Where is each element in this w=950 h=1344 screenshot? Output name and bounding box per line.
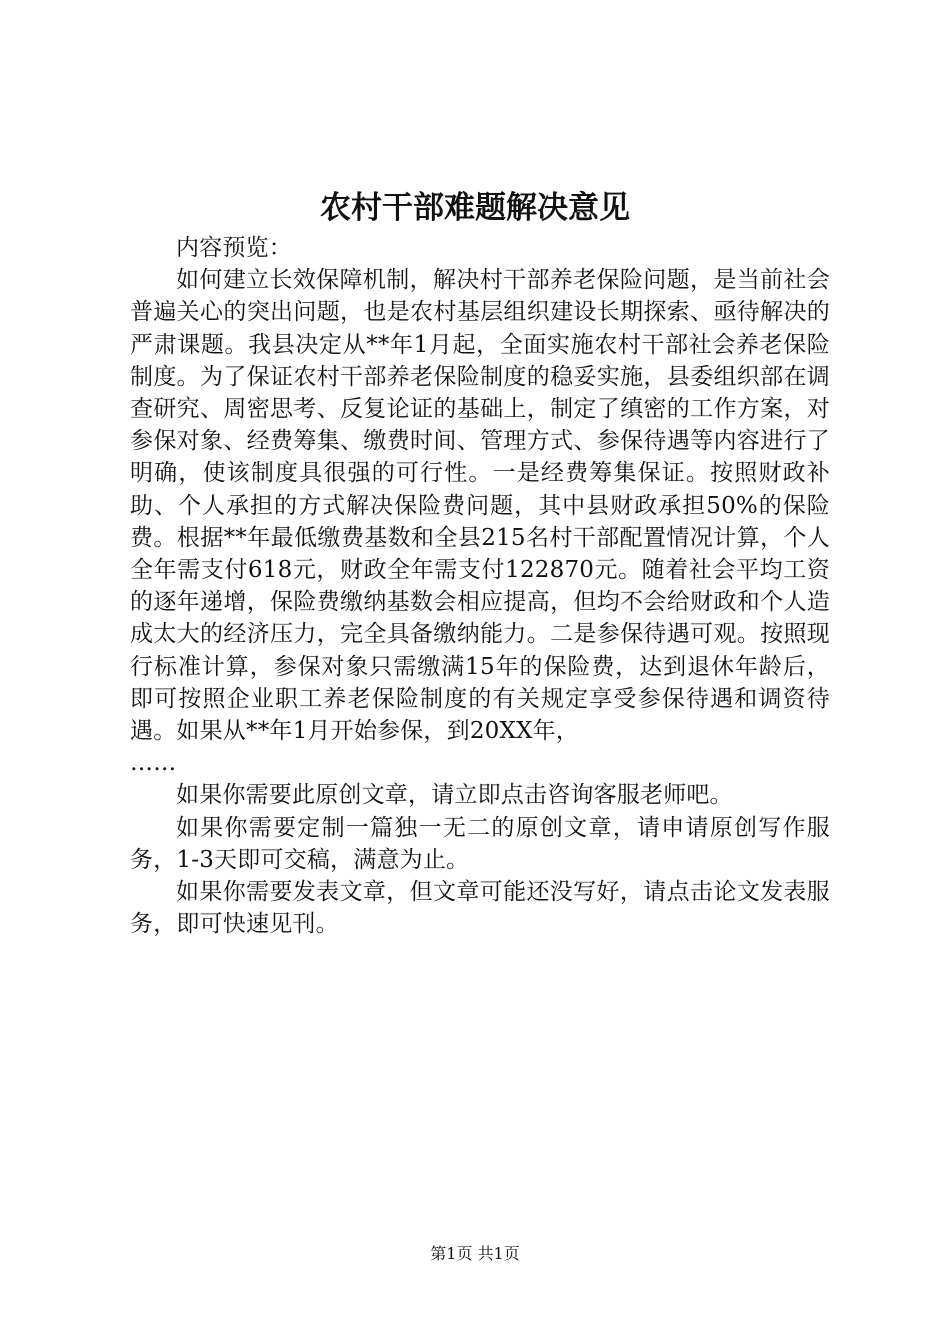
ellipsis: …… bbox=[130, 750, 177, 777]
page-number-footer: 第1页 共1页 bbox=[430, 1244, 520, 1263]
notice-consult: 如果你需要此原创文章，请立即点击咨询客服老师吧。 bbox=[176, 782, 733, 809]
document-body bbox=[130, 232, 830, 940]
notice-publication: 如果你需要发表文章，但文章可能还没写好，请点击论文发表服务，即可快速见刊。 bbox=[130, 879, 830, 938]
main-paragraph: 如何建立长效保障机制，解决村干部养老保险问题，是当前社会普遍关心的突出问题，也是农村基层组织建设长期探索、亟待解决的严肃课题。我县决定从**年1月起，全面实施农村干部社会养老保险制度。为了保证农村干部养老保险制度的稳妥实施，县委组织部在调查研究、周密思考、反复论证的基础上，制定了缜密的工作方案，对参保对象、经费筹集、缴费时间、管理方式、参保待遇等内容进行了明确，使该制度具很强的可行性。一是经费筹集保证。按照财政补助、个人承担的方式解决保险费问题，其中县财政承担50%的保险费。根据**年最低缴费基数和全县215名村干部配置情况计算，个人全年需支付618元，财政全年需支付122870元。随着社会平均工资的逐年递增，保险费缴纳基数会相应提高，但均不会给财政和个人造成太大的经济压力，完全具备缴纳能力。二是参保待遇可观。按照现行标准计算，参保对象只需缴满15年的保险费，达到退休年龄后，即可按照企业职工养老保险制度的有关规定享受参保待遇和调资待遇。如果从**年1月开始参保，到20XX年， bbox=[130, 267, 830, 745]
preview-label: 内容预览： bbox=[176, 235, 292, 261]
notice-custom-writing: 如果你需要定制一篇独一无二的原创文章，请申请原创写作服务，1-3天即可交稿，满意为止。 bbox=[130, 814, 830, 873]
page-title: 农村干部难题解决意见 bbox=[320, 190, 630, 226]
